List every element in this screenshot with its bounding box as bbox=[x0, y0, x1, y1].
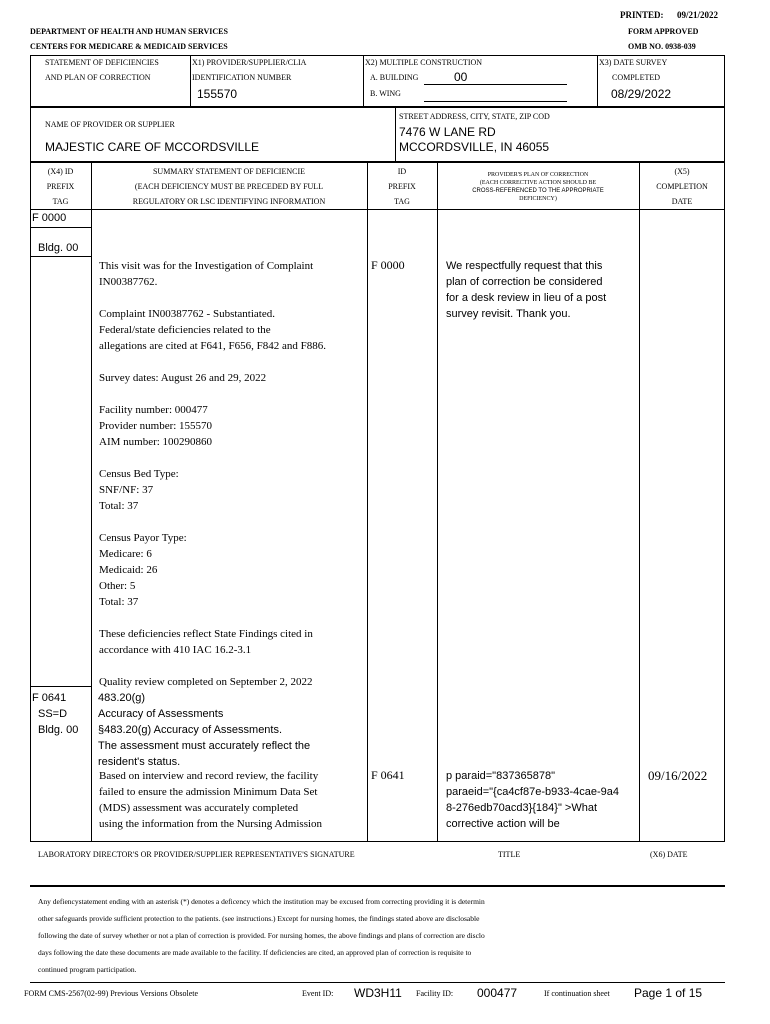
row2-id-tag: F 0641 bbox=[371, 768, 405, 782]
row1-summary-line: Census Payor Type: bbox=[99, 532, 187, 544]
x2-label: X2) MULTIPLE CONSTRUCTION bbox=[365, 58, 483, 67]
form-number: FORM CMS-2567(02-99) Previous Versions Obsolete bbox=[24, 989, 199, 998]
row1-summary-line: Complaint IN00387762 - Substantiated. bbox=[99, 308, 275, 320]
x3-label-line2: COMPLETED bbox=[612, 73, 660, 82]
row1-plan bbox=[446, 258, 606, 322]
row2-summary-line: using the information from the Nursing Admission bbox=[99, 818, 323, 830]
facility-id-label: Facility ID: bbox=[416, 989, 454, 998]
id-header-line1: ID bbox=[397, 167, 407, 176]
event-id-label: Event ID: bbox=[302, 989, 334, 998]
row1-summary-line: These deficiencies reflect State Findings cited in bbox=[99, 628, 313, 640]
row1-summary-line: Medicare: 6 bbox=[99, 548, 152, 560]
row1-summary-line: Federal/state deficiencies related to the bbox=[99, 324, 271, 336]
row1-id-tag: F 0000 bbox=[371, 258, 405, 272]
provider-name-label: NAME OF PROVIDER OR SUPPLIER bbox=[45, 120, 175, 129]
plan-header-line2: (EACH CORRECTIVE ACTION SHOULD BE bbox=[479, 180, 597, 186]
row1-summary-line: Total: 37 bbox=[99, 596, 139, 608]
row1-summary-line: Provider number: 155570 bbox=[99, 420, 213, 432]
survey-completed-date: 08/29/2022 bbox=[611, 87, 672, 101]
summary-header-line1: SUMMARY STATEMENT OF DEFICIENCIE bbox=[152, 167, 306, 176]
title-label: TITLE bbox=[498, 850, 521, 859]
row2-summary-line: (MDS) assessment was accurately completed bbox=[99, 802, 299, 814]
printed-label: PRINTED: bbox=[620, 10, 664, 20]
row2-summary-header bbox=[98, 690, 310, 770]
row1-summary-line: AIM number: 100290860 bbox=[99, 436, 213, 448]
row1-summary-line: accordance with 410 IAC 16.2-3.1 bbox=[99, 644, 252, 656]
row2-tag: F 0641 bbox=[32, 692, 67, 704]
x3-label-line1: X3) DATE SURVEY bbox=[599, 58, 668, 67]
row1-summary-line bbox=[99, 386, 363, 402]
row1-summary-line: Facility number: 000477 bbox=[99, 404, 208, 416]
address-line1: 7476 W LANE RD bbox=[399, 125, 496, 139]
row2-plan-line: paraeid="{ca4cf87e-b933-4cae-9a4 bbox=[446, 786, 620, 798]
continuation-label: If continuation sheet bbox=[544, 989, 610, 998]
row1-summary-line bbox=[99, 354, 363, 370]
row2-bldg: Bldg. 00 bbox=[38, 724, 79, 736]
row2-plan-line: p paraid="837365878" bbox=[446, 770, 556, 782]
a-building-value: 00 bbox=[454, 70, 468, 84]
row1-plan-line: for a desk review in lieu of a post bbox=[446, 292, 607, 304]
address-line2: MCCORDSVILLE, IN 46055 bbox=[399, 140, 550, 154]
row1-plan-line: We respectfully request that this bbox=[446, 260, 603, 272]
provider-name: MAJESTIC CARE OF MCCORDSVILLE bbox=[45, 140, 260, 154]
row2-summary-line: The assessment must accurately reflect the bbox=[98, 740, 311, 752]
row2-tag-cell bbox=[32, 690, 78, 738]
row1-bldg: Bldg. 00 bbox=[38, 242, 79, 254]
b-wing-label: B. WING bbox=[370, 89, 401, 98]
printed-date: 09/21/2022 bbox=[677, 10, 719, 20]
row1-summary-line: Medicaid: 26 bbox=[99, 564, 158, 576]
date-label: (X6) DATE bbox=[650, 850, 688, 859]
row2-summary-line: Accuracy of Assessments bbox=[98, 708, 224, 720]
plan-header-line3: CROSS-REFERENCED TO THE APPROPRIATE bbox=[472, 188, 604, 194]
row2-plan bbox=[446, 768, 619, 832]
x1-label-line1: X1) PROVIDER/SUPPLIER/CLIA bbox=[192, 58, 307, 67]
row1-summary-line: SNF/NF: 37 bbox=[99, 484, 154, 496]
id-header-line2: PREFIX bbox=[388, 182, 416, 191]
summary-header-line2: (EACH DEFICIENCY MUST BE PRECEDED BY FULL bbox=[134, 182, 324, 191]
id-header-line3: TAG bbox=[394, 197, 410, 206]
row2-summary-body bbox=[99, 768, 322, 832]
disclaimer bbox=[38, 893, 485, 978]
centers-title: CENTERS FOR MEDICARE & MEDICAID SERVICES bbox=[30, 42, 228, 51]
omb-number: OMB NO. 0938-039 bbox=[628, 42, 696, 51]
row2-summary-line: 483.20(g) bbox=[98, 692, 146, 704]
row1-summary-line: IN00387762. bbox=[99, 276, 158, 288]
provider-id-number: 155570 bbox=[197, 87, 238, 101]
x4-header-line1: (X4) ID bbox=[47, 167, 74, 176]
form-approved: FORM APPROVED bbox=[628, 27, 699, 36]
disclaimer-line: Any defiencystatement ending with an asterisk (*) denotes a deficency which the institution may be excused from correcting providing it is determin bbox=[38, 897, 485, 906]
event-id-value: WD3H11 bbox=[354, 986, 402, 1000]
row1-summary-line bbox=[99, 658, 363, 674]
row1-summary-line: Total: 37 bbox=[99, 500, 139, 512]
disclaimer-line: following the date of survey whether or not a plan of correction is provided. For nursing homes, the above findings and plans of correction are disclo bbox=[38, 931, 485, 940]
signature-label: LABORATORY DIRECTOR'S OR PROVIDER/SUPPLIER REPRESENTATIVE'S SIGNATURE bbox=[38, 850, 355, 859]
row2-completion-date: 09/16/2022 bbox=[648, 768, 708, 783]
row1-tag: F 0000 bbox=[32, 212, 67, 224]
row1-summary-line bbox=[99, 610, 363, 626]
row1-summary-line: Quality review completed on September 2, 2022 bbox=[99, 676, 313, 688]
row1-summary-line: Survey dates: August 26 and 29, 2022 bbox=[99, 372, 267, 384]
row1-summary-line: This visit was for the Investigation of Complaint bbox=[99, 260, 314, 272]
plan-header-line1: PROVIDER'S PLAN OF CORRECTION bbox=[487, 172, 589, 178]
row1-plan-line: plan of correction be considered bbox=[446, 276, 603, 288]
x5-header-line1: (X5) bbox=[674, 167, 690, 176]
summary-header-line3: REGULATORY OR LSC IDENTIFYING INFORMATION bbox=[132, 197, 326, 206]
row2-scope-severity: SS=D bbox=[38, 708, 68, 720]
row2-plan-line: 8-276edb70acd3}{184}" >What bbox=[446, 802, 598, 814]
row1-summary-line bbox=[99, 290, 363, 306]
plan-header-line4: DEFICIENCY) bbox=[519, 196, 557, 202]
row1-summary-line bbox=[99, 514, 363, 530]
row2-plan-line: corrective action will be bbox=[446, 818, 560, 830]
row2-summary-line: failed to ensure the admission Minimum Data Set bbox=[99, 786, 318, 798]
row1-summary-line: Census Bed Type: bbox=[99, 468, 179, 480]
row2-summary-line: Based on interview and record review, the facility bbox=[99, 770, 319, 782]
x4-header-line2: PREFIX bbox=[46, 182, 75, 191]
row1-summary-line: Other: 5 bbox=[99, 580, 136, 592]
disclaimer-line: continued program participation. bbox=[38, 965, 137, 974]
x4-header-line3: TAG bbox=[52, 197, 69, 206]
statement-label-line1: STATEMENT OF DEFICIENCIES bbox=[45, 58, 159, 67]
disclaimer-line: other safeguards provide sufficient protection to the patients. (see instructions.) Except for nursing homes, the findings stated above are disclosable bbox=[38, 914, 480, 923]
disclaimer-line: days following the date these documents are made available to the facility. If deficiencies are cited, an approved plan of correction is requisite to bbox=[38, 948, 472, 957]
row1-summary bbox=[99, 258, 363, 690]
department-title: DEPARTMENT OF HEALTH AND HUMAN SERVICES bbox=[30, 27, 228, 36]
facility-id-value: 000477 bbox=[477, 986, 518, 1000]
row1-summary-line bbox=[99, 450, 363, 466]
x1-label-line2: IDENTIFICATION NUMBER bbox=[192, 73, 292, 82]
row1-summary-line: allegations are cited at F641, F656, F842 and F886. bbox=[99, 340, 326, 352]
x5-header-line3: DATE bbox=[671, 197, 693, 206]
row1-plan-line: survey revisit. Thank you. bbox=[446, 308, 571, 320]
row2-summary-line: §483.20(g) Accuracy of Assessments. bbox=[98, 724, 283, 736]
x5-header-line2: COMPLETION bbox=[656, 182, 708, 191]
address-label: STREET ADDRESS, CITY, STATE, ZIP COD bbox=[399, 112, 550, 121]
a-building-label: A. BUILDING bbox=[370, 73, 419, 82]
statement-label-line2: AND PLAN OF CORRECTION bbox=[45, 73, 151, 82]
page-number: Page 1 of 15 bbox=[634, 986, 703, 1000]
row2-summary-line: resident's status. bbox=[98, 756, 181, 768]
